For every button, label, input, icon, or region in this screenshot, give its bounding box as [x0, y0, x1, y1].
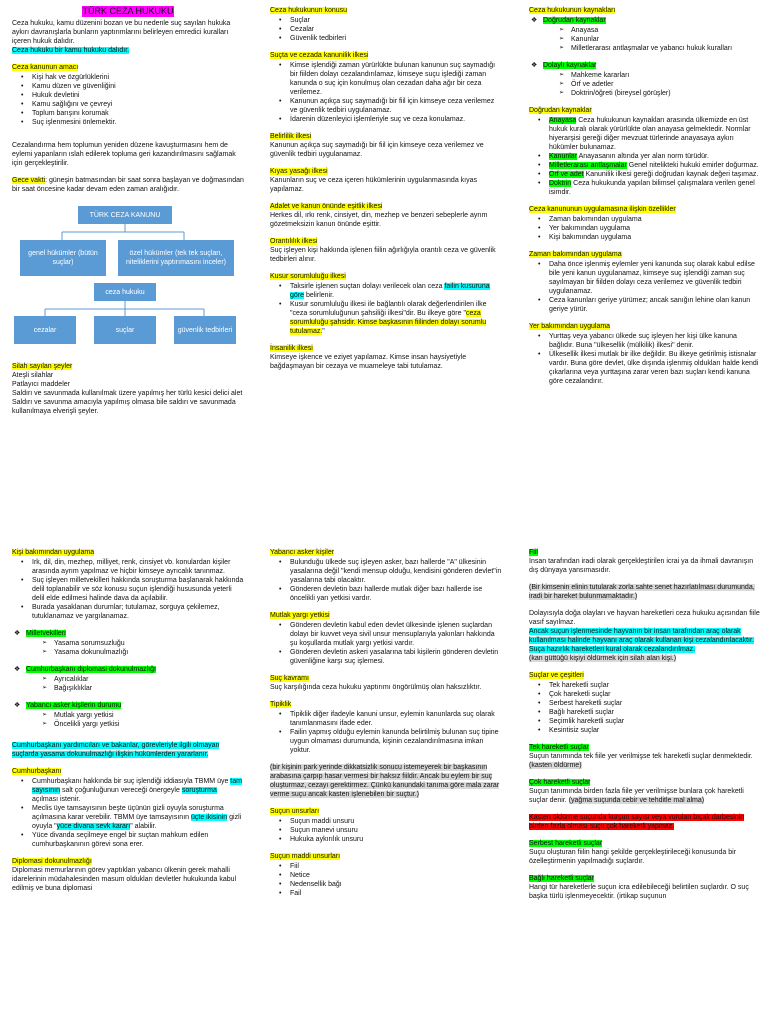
list-item: ➢ Milletlerarası antlaşmalar ve yabancı hukuk kuralları [543, 44, 761, 53]
section-heading: Orantılılık ilkesi [270, 238, 318, 245]
proportionality-section [270, 237, 502, 264]
list-item: • Tek hareketli suçlar [529, 681, 761, 690]
text-highlight: Yabancı asker kişilerin durumu [26, 702, 122, 709]
section-text: Kimseye işkence ve eziyet yapılamaz. Kimse insan haysiyetiyle bağdaşmayan bir cezaya ve muameleye tabi tutulamaz. [270, 354, 467, 370]
page-1-column-3 [529, 6, 761, 506]
list-item: ➢ Öncelikli yargı yetkisi [26, 720, 244, 729]
equality-section [270, 202, 502, 229]
list-item [529, 170, 761, 179]
list-item: • Seçimlik hareketli suçlar [529, 717, 761, 726]
crime-types-section [529, 671, 761, 735]
diagram-general-provisions: genel hükümler (bütün suçlar) [20, 240, 106, 276]
list-item [12, 665, 244, 693]
example-highlight: (kasten öldürme) [529, 762, 582, 769]
aim-section [12, 63, 244, 127]
text-run: Kusur sorumluluğu ilkesi ile bağlantılı olarak değerlendirilen ilke "ceza sorumluluğunun şahsiliği ilkesi"dir. Bu ilkeye göre " [290, 301, 487, 317]
list-item: • Toplum barışını korumak [12, 109, 244, 118]
list-item: • Yüce divanda seçilmeye engel bir suçtan mahkum edilen cumhurbaşkanının görevi sona erer. [12, 831, 244, 849]
section-heading: Ceza hukukunun kaynakları [529, 7, 616, 14]
text-highlight: Doğrudan kaynaklar [543, 17, 606, 24]
list-item: • Gönderen devletin bazı hallerde mutlak diğer bazı hallerde ise öncelikli yarı yetkisi vardır. [270, 585, 502, 603]
example-highlight: (Bir kimsenin elinin tutularak zorla sahte senet hazırlatılması durumunda, iradi bir hareket bulunmamaktadır.) [529, 584, 755, 600]
section-heading: Suçlar ve çeşitleri [529, 672, 584, 679]
list-item: • Yer bakımından uygulama [529, 224, 761, 233]
list-item: • Kamu sağlığını ve çevreyi [12, 100, 244, 109]
section-heading: Tek hareketli suçlar [529, 744, 589, 751]
list-item: ➢ Anayasa [543, 26, 761, 35]
text-run: Taksirle işlenen suçtan dolayı verilecek olan ceza [290, 283, 445, 290]
section-text: Suç işleyen kişi hakkında işlenen fiilin ağırlığıyla orantılı ceza ve güvenlik tedbirleri alınır. [270, 247, 496, 263]
section-heading: Suçun maddi unsurları [270, 853, 341, 860]
list-item [12, 701, 244, 729]
section-heading: Kusur sorumluluğu ilkesi [270, 273, 346, 280]
list-item: ➢ Yasama sorumsuzluğu [26, 639, 244, 648]
list-item: • Bağlı hareketli suçlar [529, 708, 761, 717]
text-run: Genel nitelikteki hukuki emirler doğurmaz. [626, 162, 759, 169]
list-item: • Gönderen devletin askeri yasalarına tabi kişilerin gönderen devletin güvenliğine karşı suç işlemesi. [270, 648, 502, 666]
section-heading: Tipiklik [270, 701, 292, 708]
list-item: • Suçun manevi unsuru [270, 826, 502, 835]
list-item: ➢ Örf ve adetler [543, 80, 761, 89]
list-item: • Kimse işlendiği zaman yürürlükte bulunan kanunun suç saymadığı bir fiilden dolayı cezalandırılamaz, kimseye suçu işlediği zaman kanunda o suç için konulmuş olan cezadan daha ağır bir ceza verilemez. [270, 61, 502, 97]
legality-section [270, 51, 502, 124]
text-highlight: Dolaylı kaynaklar [543, 62, 597, 69]
list-item [529, 152, 761, 161]
analogy-section [270, 167, 502, 194]
list-item [529, 16, 761, 53]
list-item: • Güvenlik tedbirleri [270, 34, 502, 43]
fault-section [270, 272, 502, 336]
text-highlight: tam sayısının [32, 778, 242, 794]
text-highlight: Suça hazırlık hareketleri kural olarak cezalandırılmaz. [529, 646, 696, 653]
list-item: • Kişi hak ve özgürlüklerini [12, 73, 244, 82]
diagram-penalties: cezalar [14, 316, 76, 344]
list-item: • Bulunduğu ülkede suç işleyen asker, bazı hallerde "A" ülkesinin yasalarına değil "kendi mensup olduğu, kendisini gönderen devlet"in yasalarına tabi olacaktır. [270, 558, 502, 585]
section-heading: Doğrudan kaynaklar [529, 107, 592, 114]
text-highlight: yüce divana sevk kararı [56, 823, 131, 830]
act-section [529, 548, 761, 663]
list-item: • Ülkesellik ilkesi mutlak bir ilke değildir. Bu ilkeye getirilmiş istisnalar vardır. Buna göre devlet, ülke dışında işlenmiş oldukları halde kendi çıkarlarına veya yurttaşına zarar veren bazı suçları kendi kanuna göre cezalandırır. [529, 350, 761, 386]
text-highlight: Ancak suçun işlenmesinde hayvanın bir insan tarafından araç olarak kullanılması halinde hayvanı araç olarak kullanan kişi cezalandırılacaktır. [529, 628, 754, 644]
bound-act-section [529, 874, 761, 901]
section-text: Herkes dil, ırkı renk, cinsiyet, din, mezhep ve benzeri sebeplerle ayrım gözetmeksizin kanun önünde eşittir. [270, 212, 488, 228]
text-highlight: Milletlerarası antlaşmalar [549, 162, 627, 169]
sources-section [529, 6, 761, 98]
page-2-column-2 [270, 548, 502, 1024]
section-heading: Belirlilik ilkesi [270, 133, 312, 140]
page-1 [0, 6, 768, 506]
diagram-criminal-law: ceza hukuku [94, 283, 156, 301]
list-item: • Burada yasaklanan durumlar; tutulamaz, sorguya çekilemez, tutuklanamaz ve yargılanamaz. [12, 603, 244, 621]
weapons-heading: Silah sayılan şeyler [12, 363, 73, 370]
ministers-highlight: Cumhurbaşkanı yardımcıları ve bakanlar, görevleriyle ilgili olmayan suçlarda yasama dokunulmazlığı ilişkin hükümlerden yararlanır. [12, 742, 220, 758]
section-heading: Suç kavramı [270, 675, 309, 682]
weapons-line: Saldırı ve savunma amacıyla yapılmış olmasa bile saldırı ve savunmada kullanılmaya elverişli şeyler. [12, 399, 236, 415]
time-application-section [529, 250, 761, 314]
diagram-root: TÜRK CEZA KANUNU [78, 206, 172, 224]
text-run: " alabilir. [130, 823, 157, 830]
list-item [270, 300, 502, 336]
immunity-groups [12, 629, 244, 729]
list-item [270, 282, 502, 300]
text-highlight: soruşturma [181, 787, 217, 794]
page-2-column-1 [12, 548, 244, 1024]
list-item: • Irk, dil, din, mezhep, milliyet, renk, cinsiyet vb. konulardan kişiler arasında ayrım yapılmaz ve hiçbir kimseye ayrıcalık tanınmaz. [12, 558, 244, 576]
section-heading: Mutlak yargı yetkisi [270, 612, 330, 619]
list-item: ➢ Yasama dokunulmazlığı [26, 648, 244, 657]
section-heading: Yabancı asker kişiler [270, 549, 335, 556]
section-heading: Kişi bakımından uygulama [12, 549, 95, 556]
section-text: Diplomasi memurlarının görev yaptıkları yabancı ülkenin gerek mahalli idarelerinin müdahalesinden masum oldukları devletler hukukunda kabul edilmiş ve buna diplomasi [12, 867, 237, 892]
weapons-section [12, 362, 244, 416]
section-text: Suç karşılığında ceza hukuku yaptırımı öngörülmüş olan haksızlıktır. [270, 684, 482, 691]
section-heading: Ceza kanununun uygulamasına ilişkin özellikler [529, 206, 676, 213]
example-highlight: (yağma suçunda cebir ve tehditle mal alma) [568, 797, 705, 804]
document-title: TÜRK CEZA HUKUKU [82, 6, 174, 16]
direct-sources-section [529, 106, 761, 197]
list-item: • Tipiklik diğer ifadeyle kanuni unsur, eylemin kanunlarda suç olarak tanımlanmasını ifade eder. [270, 710, 502, 728]
section-heading: Çok hareketli suçlar [529, 779, 591, 786]
list-item: • İdarenin düzenleyici işlemleriyle suç ve ceza konulamaz. [270, 115, 502, 124]
section-text: İnsan tarafından iradi olarak gerçekleştirilen icrai ya da ihmali davranışın dış dünyaya yansımasıdır. [529, 558, 754, 574]
crime-elements-section [270, 807, 502, 844]
section-heading: Diplomasi dokunulmazlığı [12, 858, 92, 865]
warning-highlight: Kasten öldürme suçunda kurşun sayısı veya vurulan bıçak darbesinin birden fazla olması suçu çok hareketli yapmaz. [529, 814, 745, 830]
section-text: Suçu oluşturan fiilin hangi şekilde gerçekleştirileceği konusunda bir özelleştirmenin yapılmadığı suçlardır. [529, 849, 737, 865]
list-item: • Yurttaş veya yabancı ülkede suç işleyen her kişi ülke kanuna bağlıdır. Buna "ülkesellik (mülkilik) ilkesi" denir. [529, 332, 761, 350]
single-act-section [529, 743, 761, 770]
text-run: Meclis üye tamsayısının beşte üçünün gizli oyuyla soruşturma açılmasına karar verebilir. TBMM üye tamsayısının [32, 805, 224, 821]
multiple-act-section [529, 778, 761, 831]
president-section [12, 767, 244, 849]
list-item: • Çok hareketli suçlar [529, 690, 761, 699]
list-item: ➢ Mutlak yargı yetkisi [26, 711, 244, 720]
weapons-line: Ateşli silahlar [12, 372, 54, 379]
text-highlight: Örf ve adet [549, 171, 584, 178]
text-run: Kanunilik ilkesi gereği doğrudan kaynak değeri taşımaz. [583, 171, 759, 178]
criminal-code-diagram [12, 202, 244, 354]
text-highlight: Anayasa [549, 117, 577, 124]
list-item: • Fiil [270, 862, 502, 871]
text-highlight: Doktrin [549, 180, 572, 187]
section-heading: Cumhurbaşkanı [12, 768, 62, 775]
list-item: • Suçun maddi unsuru [270, 817, 502, 826]
list-item: • Hukuka aykırılık unsuru [270, 835, 502, 844]
diagram-special-provisions: özel hükümler (tek tek suçları, niteliklerini yaptırımasını inceler) [118, 240, 234, 276]
text-run: Ceza hukukunun kaynakları arasında ülkemizde en üst hukuk kuralı olarak yürürlükte olan anayasa gelmektedir. Normlar hiyerarşisi gereği diğer mevzuat türlerinde anayasaya aykırı hükümler bulunamaz. [549, 117, 751, 151]
list-item: • Hukuk devletini [12, 91, 244, 100]
list-item: • Kesintisiz suçlar [529, 726, 761, 735]
list-item [12, 777, 244, 804]
diplomatic-immunity-section [12, 857, 244, 893]
free-act-section [529, 839, 761, 866]
list-item: ➢ Ayrıcalıklar [26, 675, 244, 684]
section-heading: Zaman bakımından uygulama [529, 251, 622, 258]
text-run: gizli oyuyla " [32, 814, 242, 830]
punishment-section [12, 141, 244, 168]
section-text: Kanunların suç ve ceza içeren hükümlerinin uygulanmasında kıyas yapılamaz. [270, 177, 478, 193]
subject-section [270, 6, 502, 43]
example-highlight: (bir kişinin park yerinde dikkatsizlik sonucu istemeyerek bir başkasının arabasına çarpıp hasar vermesi bir haksız fiildir. Ancak bu eylem bir suç oluşturmaz, cezayı gerektirmez. Çünkü kanundaki tanıma göre mala zarar verme suçu ancak kasten işlenebilen bir suçtur.) [270, 764, 500, 798]
page-1-column-2 [270, 6, 502, 506]
material-elements-section [270, 852, 502, 898]
place-application-section [529, 322, 761, 386]
absolute-jurisdiction-section [270, 611, 502, 666]
intro-text: Ceza hukuku, kamu düzenini bozan ve bu nedenle suç sayılan hukuka aykırı davranışlarla bunların yaptırımlarını belirleyen emredici kuralları içeren hukuk dalıdır. [12, 20, 231, 45]
section-heading: Suçta ve cezada kanunilik ilkesi [270, 52, 369, 59]
section-heading: Suçun unsurları [270, 808, 320, 815]
ministers-section [12, 741, 244, 759]
section-heading: Ceza hukukunun konusu [270, 7, 348, 14]
text-highlight: Kanunlar [549, 153, 578, 160]
text-highlight: failin kusuruna göre [290, 283, 490, 299]
list-item: ➢ Mahkeme kararları [543, 71, 761, 80]
list-item: • Kamu düzen ve güvenliğini [12, 82, 244, 91]
application-section [529, 205, 761, 242]
weapons-line: Saldırı ve savunmada kullanılmak üzere yapılmış her türlü kesici delici alet [12, 390, 243, 397]
list-item [12, 804, 244, 831]
section-text: Kanunun açıkça suç saymadığı bir fiil için kimseye ceza verilemez ve güvenlik tedbiri uygulanamaz. [270, 142, 484, 158]
page-2 [0, 548, 768, 1024]
foreign-soldiers-section [270, 548, 502, 603]
list-item: • Serbest hareketli suçlar [529, 699, 761, 708]
list-item: • Gönderen devletin kabul eden devlet ülkesinde işlenen suçlardan dolayı bir kuvvet veya sivil unsur mensuplarıyla yakınları hakkında şu koşullarda mutlak yargı yetkisi vardır. [270, 621, 502, 648]
certainty-section [270, 132, 502, 159]
diagram-security-measures: güvenlik tedbirleri [174, 316, 236, 344]
text-run: belirlenir. [304, 292, 334, 299]
section-heading: Fiil [529, 549, 538, 556]
list-item: • Suçlar [270, 16, 502, 25]
night-term: Gece vakti [12, 177, 46, 184]
list-item: ➢ Doktrin/öğreti (bireysel görüşler) [543, 89, 761, 98]
list-item: • Netice [270, 871, 502, 880]
section-text: Suçun tanımında tek fiile yer verilmişse tek hareketli suçlar denmektedir. [529, 753, 753, 760]
list-item: ➢ Bağışıklıklar [26, 684, 244, 693]
list-item: • Fail [270, 889, 502, 898]
night-section [12, 176, 244, 194]
text-highlight: üçte ikisinin [190, 814, 228, 821]
aim-heading: Ceza kanunun amacı [12, 64, 79, 71]
text-highlight: Cumhurbaşkanı diplomasi dokunulmazlığı [26, 666, 156, 673]
page-2-column-3 [529, 548, 761, 1024]
list-item: • Cezalar [270, 25, 502, 34]
list-item [529, 116, 761, 152]
section-heading: İnsanilik ilkesi [270, 345, 313, 352]
humanity-section [270, 344, 502, 371]
text-run: açılması istenir. [32, 796, 81, 803]
section-heading: Yer bakımından uygulama [529, 323, 611, 330]
list-item: • Failin yapmış olduğu eylemin kanunda belirtilmiş bulunan suç tipine uygun olmaması durumunda, kişinin cezalandırılmasına imkan yoktur. [270, 728, 502, 755]
section-text: Dolayısıyla doğa olayları ve hayvan hareketleri ceza hukuku açısından fiile vasıf sayılmaz. [529, 610, 760, 626]
list-item: • Kişi bakımından uygulama [529, 233, 761, 242]
text-run: salt çoğunluğunun vereceği önergeyle [60, 787, 182, 794]
text-highlight: Milletvekilleri [26, 630, 66, 637]
diagram-crimes: suçlar [94, 316, 156, 344]
list-item: • Ceza kanunları geriye yürümez; ancak sanığın lehine olan kanun geriye yürür. [529, 296, 761, 314]
list-item: ➢ Kanunlar [543, 35, 761, 44]
list-item: • Zaman bakımından uygulama [529, 215, 761, 224]
weapons-line: Patlayıcı maddeler [12, 381, 70, 388]
text-run: " [322, 328, 325, 335]
example-highlight: (kan güttüğü kişiyi öldürmek için silah alan kişi.) [529, 655, 677, 662]
list-item [529, 179, 761, 197]
section-text: Hangi tür hareketlerle suçun icra edilebileceği belirtilen suçlardır. O suç başka türlü işlenmeyecektir. (irtikap suçunun [529, 884, 749, 900]
person-application-section [12, 548, 244, 621]
list-item: • Suç işleyen milletvekilleri hakkında soruşturma başlanarak hakkında delil toplanabilir ve söz konusu suçun işlendiği hususunda yeterli delil elde edilmesi halinde dava da açılabilir. [12, 576, 244, 603]
section-heading: Kıyas yasağı ilkesi [270, 168, 328, 175]
section-heading: Bağlı hareketli suçlar [529, 875, 594, 882]
text-run: Cumhurbaşkanı hakkında bir suç işlendiği iddiasıyla TBMM üye [32, 778, 231, 785]
section-text: Suçun tanımında birden fazla fiile yer verilmişse bunlara çok hareketli suçlar denir. [529, 788, 744, 804]
list-item [529, 61, 761, 98]
text-run: Ceza hukukunda yapılan bilimsel çalışmalara verilen genel isimdir. [549, 180, 755, 196]
list-item: • Daha önce işlenmiş eylemler yeni kanunda suç olarak kabul edilse bile yeni kanun uygulanamaz, kimseye suç işlendiği zaman suç sayılmayan bir fiilden dolayı ceza verilemez ve güvenlik tedbiri uygulanamaz. [529, 260, 761, 296]
intro-highlight: Ceza hukuku bir kamu hukuku dalıdır. [12, 47, 130, 54]
section-heading: Serbest hareketli suçlar [529, 840, 603, 847]
night-definition: : güneşin batmasından bir saat sonra başlayan ve doğmasından bir saat öncesine kadar devam eden zaman aralığıdır. [12, 177, 244, 193]
text-run: Anayasanın altında yer alan norm türüdür. [577, 153, 709, 160]
list-item: • Nedensellik bağı [270, 880, 502, 889]
typicality-section [270, 700, 502, 799]
list-item: • Kanunun açıkça suç saymadığı bir fiil için kimseye ceza verilemez ve güvenlik tedbiri uygulanamaz. [270, 97, 502, 115]
page-1-column-1 [12, 6, 244, 506]
list-item [529, 161, 761, 170]
list-item: • Suç işlenmesini önlemektir. [12, 118, 244, 127]
text-highlight: ceza sorumluluğu şahsidir. Kimse başkasının fiilinden dolayı sorumlu tutulamaz. [290, 310, 487, 335]
crime-concept-section [270, 674, 502, 692]
punishment-text: Cezalandırma hem toplumun yeniden düzene kavuşturmasını hem de eylemi yapanların ıslah edilerek topluma geri kazandırılmasını sağlamak için gerçekleştirilir. [12, 142, 236, 167]
list-item [12, 629, 244, 657]
section-heading: Adalet ve kanun önünde eşitlik ilkesi [270, 203, 383, 210]
